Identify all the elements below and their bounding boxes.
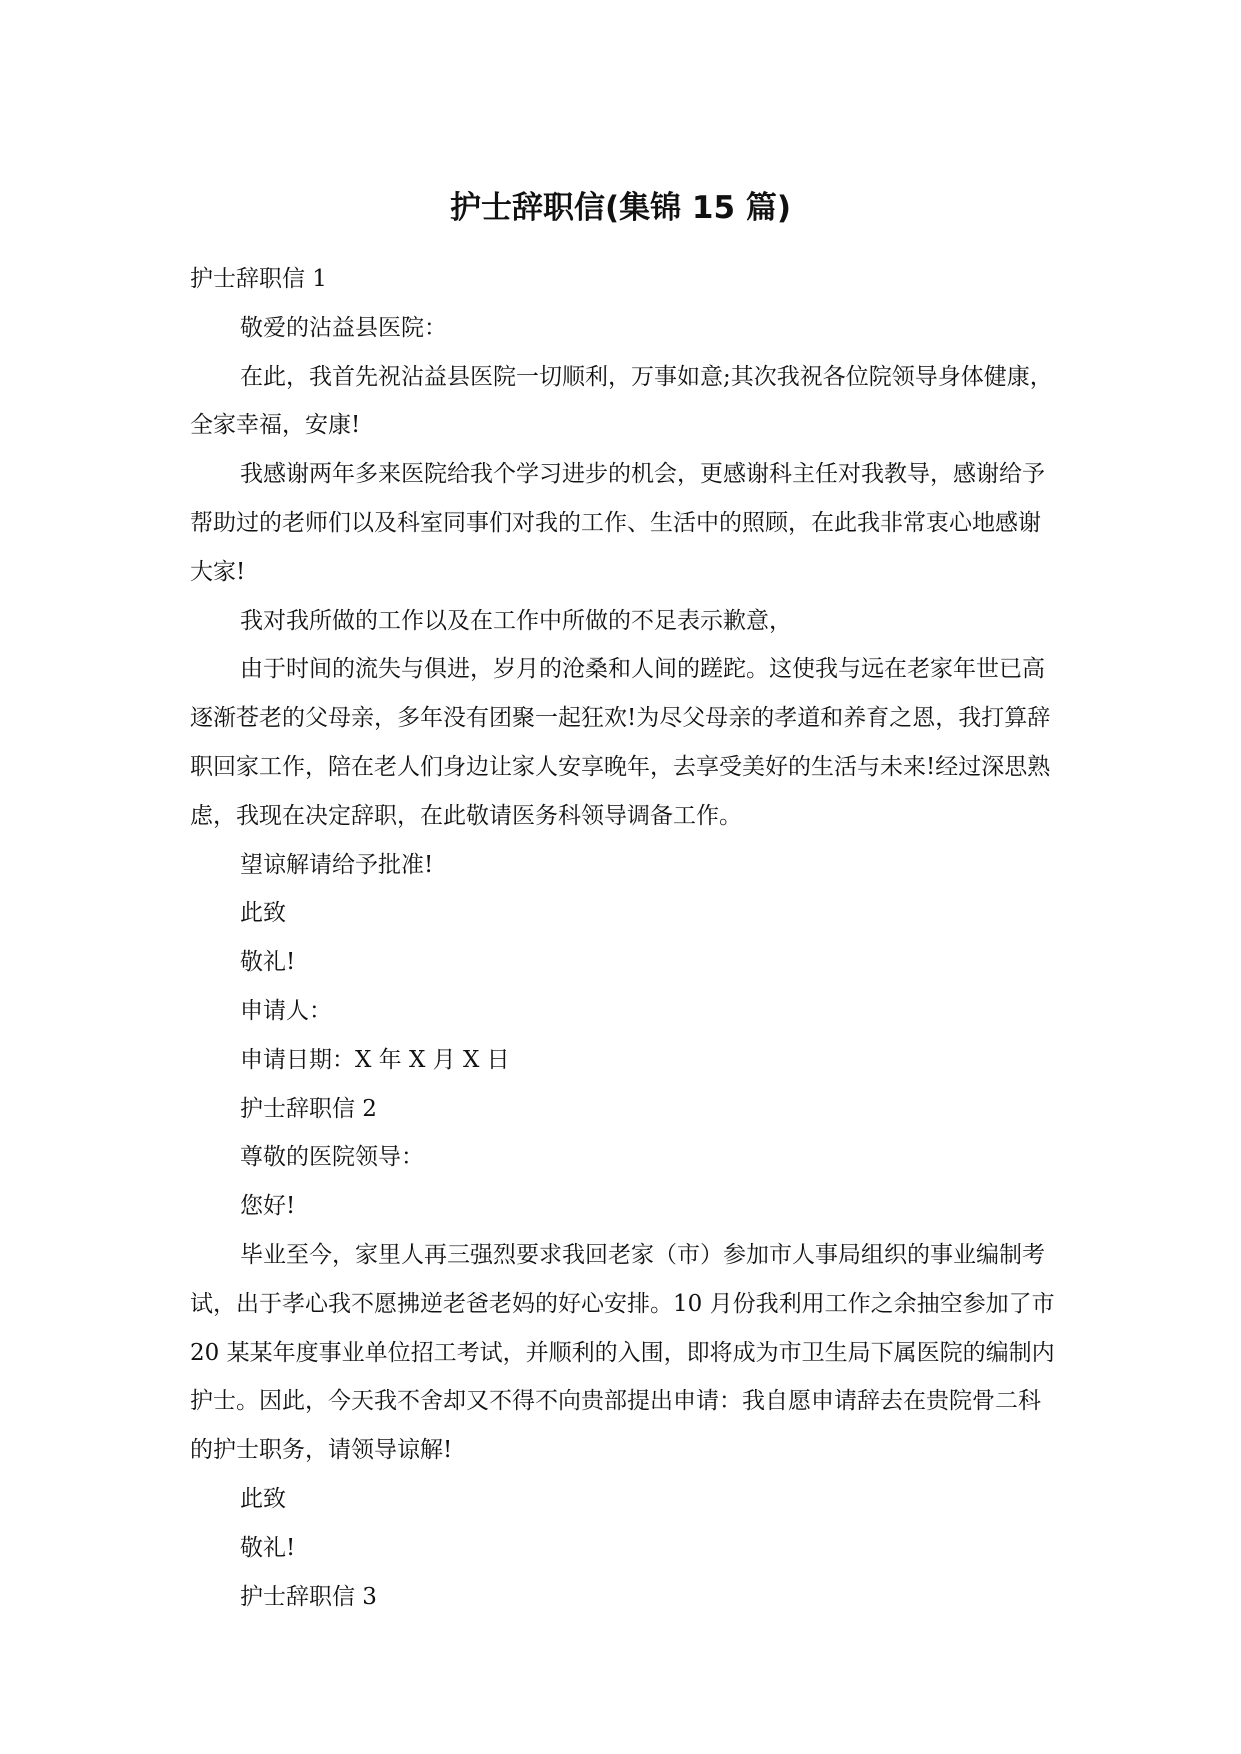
applicant-line: 申请人： xyxy=(240,997,332,1024)
section-heading: 护士辞职信 3 xyxy=(240,1583,377,1610)
document-body xyxy=(190,255,1056,1621)
paragraph: 毕业至今，家里人再三强烈要求我回老家（市）参加市人事局组织的事业编制考试，出于孝心我不愿拂逆老爸老妈的好心安排。10 月份我利用工作之余抽空参加了市 20 某某年度事业单位招工考试，并顺利的入围，即将成为市卫生局下属医院的编制内护士。因此，今天我不舍却又不得不向贵部提出申请：我自愿申请辞去在贵院骨二科的护士职务，请领导谅解! xyxy=(190,1241,1055,1464)
date-line: 申请日期：X 年 X 月 X 日 xyxy=(240,1046,510,1073)
salutation: 敬爱的沾益县医院： xyxy=(240,314,447,341)
paragraph: 我感谢两年多来医院给我个学习进步的机会，更感谢科主任对我教导，感谢给予帮助过的老师们以及科室同事们对我的工作、生活中的照顾，在此我非常衷心地感谢大家! xyxy=(190,461,1045,585)
section-heading: 护士辞职信 2 xyxy=(240,1095,377,1122)
greeting: 您好! xyxy=(240,1193,296,1220)
paragraph: 在此，我首先祝沾益县医院一切顺利，万事如意;其次我祝各位院领导身体健康，全家幸福，安康! xyxy=(190,363,1053,439)
section-heading: 护士辞职信 1 xyxy=(190,266,327,292)
salutation: 尊敬的医院领导： xyxy=(240,1144,424,1171)
paragraph: 我对我所做的工作以及在工作中所做的不足表示歉意， xyxy=(240,607,792,634)
closing-line: 此致 xyxy=(240,900,286,927)
paragraph: 由于时间的流失与俱进，岁月的沧桑和人间的蹉跎。这使我与远在老家年世已高逐渐苍老的父母亲，多年没有团聚一起狂欢!为尽父母亲的孝道和养育之恩，我打算辞职回家工作，陪在老人们身边让家人安享晚年，去享受美好的生活与未来!经过深思熟虑，我现在决定辞职，在此敬请医务科领导调备工作。 xyxy=(190,656,1051,829)
closing-line: 此致 xyxy=(240,1485,286,1512)
document-title: 护士辞职信(集锦 15 篇) xyxy=(449,190,792,226)
paragraph: 望谅解请给予批准! xyxy=(240,851,434,878)
closing-line: 敬礼! xyxy=(240,1534,296,1561)
closing-line: 敬礼! xyxy=(240,949,296,976)
